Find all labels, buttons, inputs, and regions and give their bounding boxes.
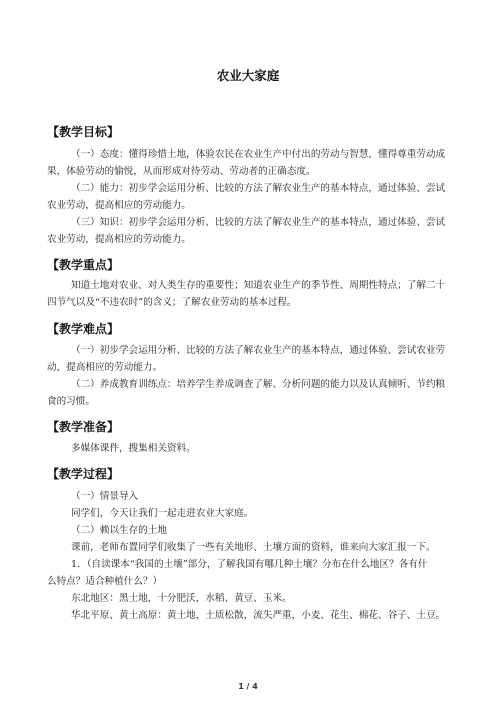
text-line: （一）初步学会运用分析、比较的方法了解农业生产的基本特点，通过体验、尝试农业劳 xyxy=(71,345,446,356)
page-number: 1 / 4 xyxy=(238,682,258,691)
text-line: （二）能力：初步学会运用分析、比较的方法了解农业生产的基本特点，通过体验、尝试 xyxy=(71,183,446,194)
text-line: 动，提高相应的劳动能力。 xyxy=(47,362,163,373)
text-line: 课前，老师布置同学们收集了一些有关地形、土壤方面的资料，谁来向大家汇报一下。 xyxy=(71,542,436,553)
text-line: 四节气以及“不违农时”的含义；了解农业劳动的基本过程。 xyxy=(47,297,297,308)
text-line: 知道土地对农业、对人类生存的重要性；知道农业生产的季节性、周期性特点；了解二十 xyxy=(71,280,446,291)
page-title: 农业大家庭 xyxy=(216,68,280,83)
text-line: 果，体验劳动的愉悦，从而形成对待劳动、劳动者的正确态度。 xyxy=(47,166,316,177)
text-line: 同学们，今天让我们一起走进农业大家庭。 xyxy=(71,508,254,519)
text-line: （二）养成教育训练点：培养学生养成调查了解、分析问题的能力以及认真倾听、节约粮 xyxy=(71,379,446,390)
text-line: （一）态度：懂得珍惜土地，体验农民在农业生产中付出的劳动与智慧，懂得尊重劳动成 xyxy=(71,149,446,160)
section-heading-goals: 【教学目标】 xyxy=(47,125,120,139)
text-line: 农业劳动，提高相应的劳动能力。 xyxy=(47,200,191,211)
section-heading-process: 【教学过程】 xyxy=(47,467,120,481)
text-line: 农业劳动，提高相应的劳动能力。 xyxy=(47,234,191,245)
text-line: （三）知识：初步学会运用分析、比较的方法了解农业生产的基本特点，通过体验、尝试 xyxy=(71,217,446,228)
text-line: 多媒体课件，搜集相关资料。 xyxy=(71,443,196,454)
text-line: 1．（自读课本“我国的土壤”部分，了解我国有哪几种土壤？分布在什么地区？各有什 xyxy=(71,559,428,570)
text-line: （一）情景导入 xyxy=(71,491,139,502)
text-line: 食的习惯。 xyxy=(47,396,95,407)
text-line: 华北平原、黄土高原：黄土地，土质松散，流失严重，小麦、花生、棉花、谷子、土豆。 xyxy=(71,610,446,621)
section-heading-key-points: 【教学重点】 xyxy=(47,258,120,272)
text-line: 东北地区：黑土地，十分肥沃，水稻、黄豆、玉米。 xyxy=(71,593,292,604)
text-line: 么特点？适合种植什么？） xyxy=(47,576,163,587)
text-line: （二）赖以生存的土地 xyxy=(71,525,167,536)
section-heading-preparation: 【教学准备】 xyxy=(47,420,120,434)
section-heading-difficulties: 【教学难点】 xyxy=(47,322,120,336)
